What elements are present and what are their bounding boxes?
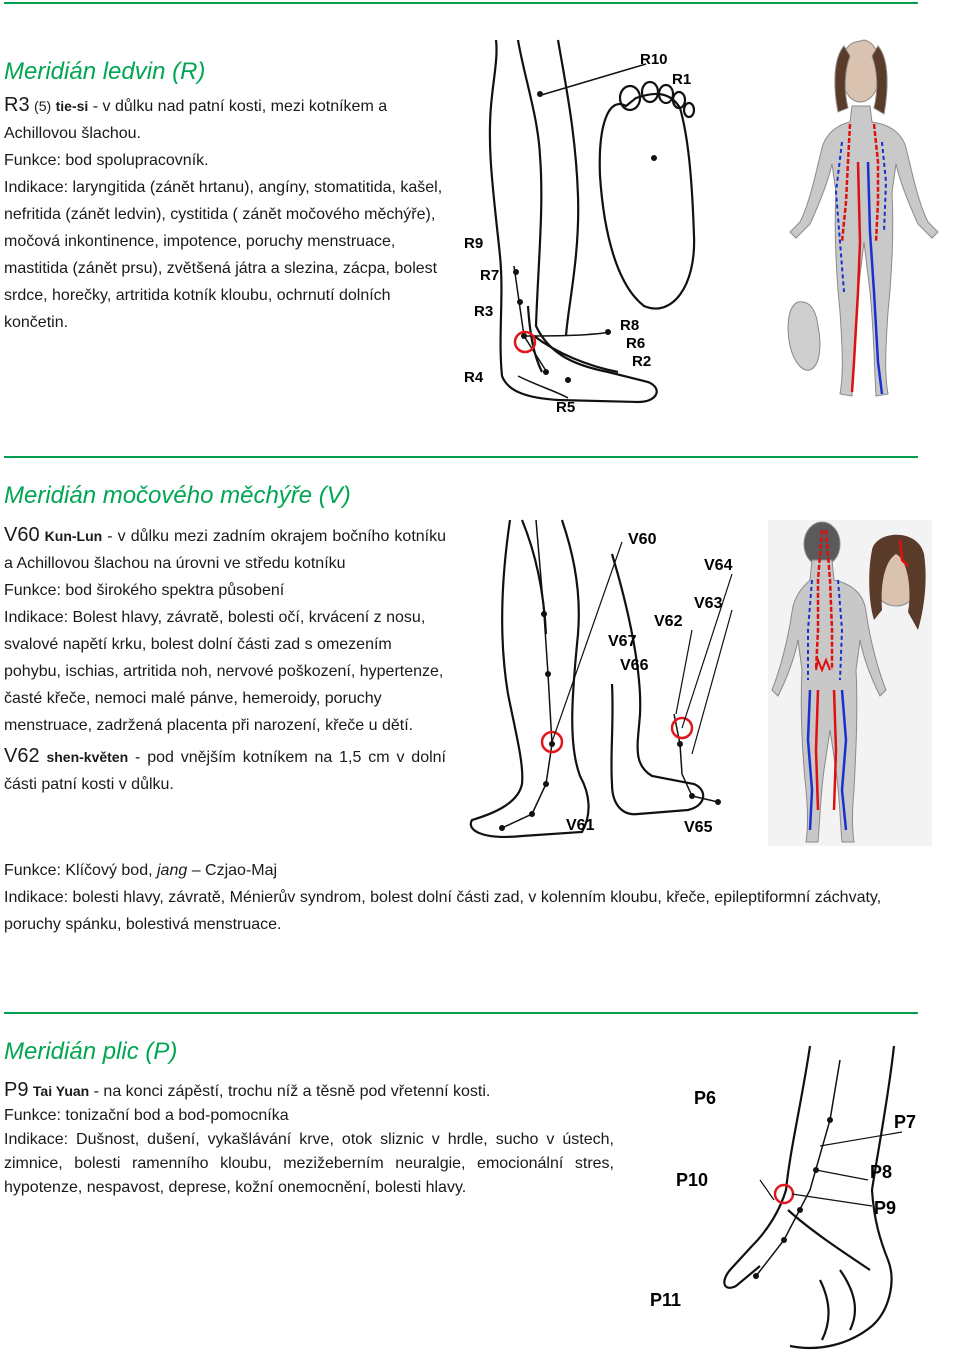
kidney-title: Meridián ledvin (R)	[4, 58, 206, 85]
bladder-label-V63: V63	[694, 595, 723, 612]
bladder-func1-label: Funkce:	[4, 582, 61, 599]
kidney-leg-diagram	[458, 36, 698, 416]
kidney-point-num: (5)	[34, 98, 52, 114]
kidney-label-R3: R3	[474, 303, 494, 320]
lung-ind-text: Dušnost, dušení, vykašlávání krve, otok sliznic v hrdle, sucho v ústech, zimnice, bolesti ramenního kloubu, mezižeberním neuralgie, emocionální stres, hypotenze, nespavost, deprese, kožní onemocnění, bolesti hlavy.	[4, 1131, 614, 1196]
lung-label-P7: P7	[894, 1112, 917, 1132]
kidney-indication	[4, 174, 450, 336]
bladder-p1-code: V60	[4, 524, 40, 546]
bladder-label-V60: V60	[628, 531, 657, 548]
kidney-ind-text: laryngitida (zánět hrtanu), angíny, stomatitida, kašel, nefritida (zánět ledvin), cystitida ( zánět močového měchýře), močová inkontinence, impotence, poruchy menstruace, mastitida (zánět prsu), zvětšená játra a slezina, zácpa, bolest srdce, horečky, artritida kotník kloubu, ochrnutí dolních končetin.	[4, 179, 443, 331]
kidney-label-R7: R7	[480, 267, 500, 284]
bladder-label-V66: V66	[620, 657, 649, 674]
section-divider-bladder	[4, 456, 918, 458]
lung-indication	[4, 1128, 614, 1200]
bladder-func2-text-b: – Czjao-Maj	[191, 862, 278, 879]
bladder-func2-text-a: Klíčový bod,	[65, 862, 153, 879]
kidney-label-R10: R10	[640, 51, 668, 68]
kidney-label-R2: R2	[632, 353, 652, 370]
section-divider-lung	[4, 1012, 918, 1014]
kidney-point	[4, 92, 450, 147]
kidney-point-name: tie-si	[55, 98, 89, 114]
bladder-func1-text: bod širokého spektra působení	[65, 582, 285, 599]
lung-point	[4, 1078, 614, 1104]
bladder-function2	[4, 857, 934, 884]
bladder-p1-name: Kun-Lun	[44, 528, 103, 544]
lung-label-P6: P6	[694, 1088, 717, 1108]
bladder-ind1-label: Indikace:	[4, 609, 69, 626]
lung-point-desc: - na konci zápěstí, trochu níž a těsně pod vřetenní kosti.	[93, 1083, 491, 1100]
kidney-label-R1: R1	[672, 71, 692, 88]
lung-func-label: Funkce:	[4, 1107, 61, 1124]
bladder-label-V64: V64	[704, 557, 733, 574]
kidney-label-R9: R9	[464, 235, 484, 252]
top-divider	[4, 2, 918, 4]
bladder-func2-label: Funkce:	[4, 862, 61, 879]
kidney-label-R8: R8	[620, 317, 640, 334]
lung-label-P9: P9	[874, 1198, 897, 1218]
kidney-function	[4, 147, 450, 174]
bladder-ind1-text: Bolest hlavy, závratě, bolesti očí, krvácení z nosu, svalové napětí krku, bolest dolní části zad s omezením pohybu, ischias, artritida noh, nervové poškození, hypertenze, časté křeče, nemoci malé pánve, hemeroidy, poruchy menstruace, zadržená placenta při narození, křeče u dětí.	[4, 609, 444, 734]
lung-ind-label: Indikace:	[4, 1131, 69, 1148]
lung-function	[4, 1104, 614, 1128]
lung-text	[4, 1078, 614, 1200]
bladder-body-figure	[768, 520, 932, 846]
bladder-p2-code: V62	[4, 745, 40, 767]
bladder-leg-diagram	[462, 514, 752, 854]
lung-label-P8: P8	[870, 1162, 893, 1182]
bladder-label-V67: V67	[608, 633, 637, 650]
bladder-point1	[4, 522, 446, 577]
bladder-label-V62: V62	[654, 613, 683, 630]
bladder-p2-name: shen-květen	[46, 749, 129, 765]
bladder-func2-italic: jang	[156, 862, 188, 879]
lung-point-code: P9	[4, 1079, 29, 1101]
kidney-label-R5: R5	[556, 399, 576, 416]
lung-func-text: tonizační bod a bod-pomocníka	[65, 1107, 289, 1124]
bladder-ind2-text: bolesti hlavy, závratě, Ménierův syndrom, bolest dolní části zad, v kolenním kloubu, křeče, epileptiformní záchvaty, poruchy spánku, bolestivá menstruace.	[4, 889, 882, 933]
lung-label-P11: P11	[650, 1290, 682, 1310]
kidney-point-code: R3	[4, 94, 30, 116]
bladder-indication1	[4, 604, 446, 739]
bladder-point2	[4, 743, 446, 798]
kidney-label-R6: R6	[626, 335, 646, 352]
kidney-sole-figure	[784, 296, 824, 376]
lung-point-name: Tai Yuan	[32, 1083, 90, 1099]
bladder-ind2-label: Indikace:	[4, 889, 69, 906]
bladder-p2-desc: - pod vnějším kotníkem na 1,5 cm v dolní části patní kosti v důlku.	[4, 749, 446, 793]
kidney-text	[4, 92, 450, 336]
bladder-title: Meridián močového měchýře (V)	[4, 482, 351, 509]
kidney-func-text: bod spolupracovník.	[65, 152, 209, 169]
bladder-label-V65: V65	[684, 819, 713, 836]
kidney-ind-label: Indikace:	[4, 179, 69, 196]
kidney-func-label: Funkce:	[4, 152, 61, 169]
bladder-text	[4, 522, 446, 798]
bladder-p1-desc: - v důlku mezi zadním okrajem bočního kotníku a Achillovou šlachou na úrovni ve středu kotníku	[4, 528, 447, 572]
lung-hand-diagram	[640, 1040, 940, 1360]
bladder-function1	[4, 577, 446, 604]
bladder-indication2	[4, 884, 934, 938]
kidney-point-desc: - v důlku nad patní kosti, mezi kotníkem a Achillovou šlachou.	[4, 98, 388, 142]
kidney-label-R4: R4	[464, 369, 484, 386]
lung-label-P10: P10	[676, 1170, 709, 1190]
lung-title: Meridián plic (P)	[4, 1038, 178, 1065]
bladder-text-wide	[4, 857, 934, 938]
bladder-label-V61: V61	[566, 817, 595, 834]
